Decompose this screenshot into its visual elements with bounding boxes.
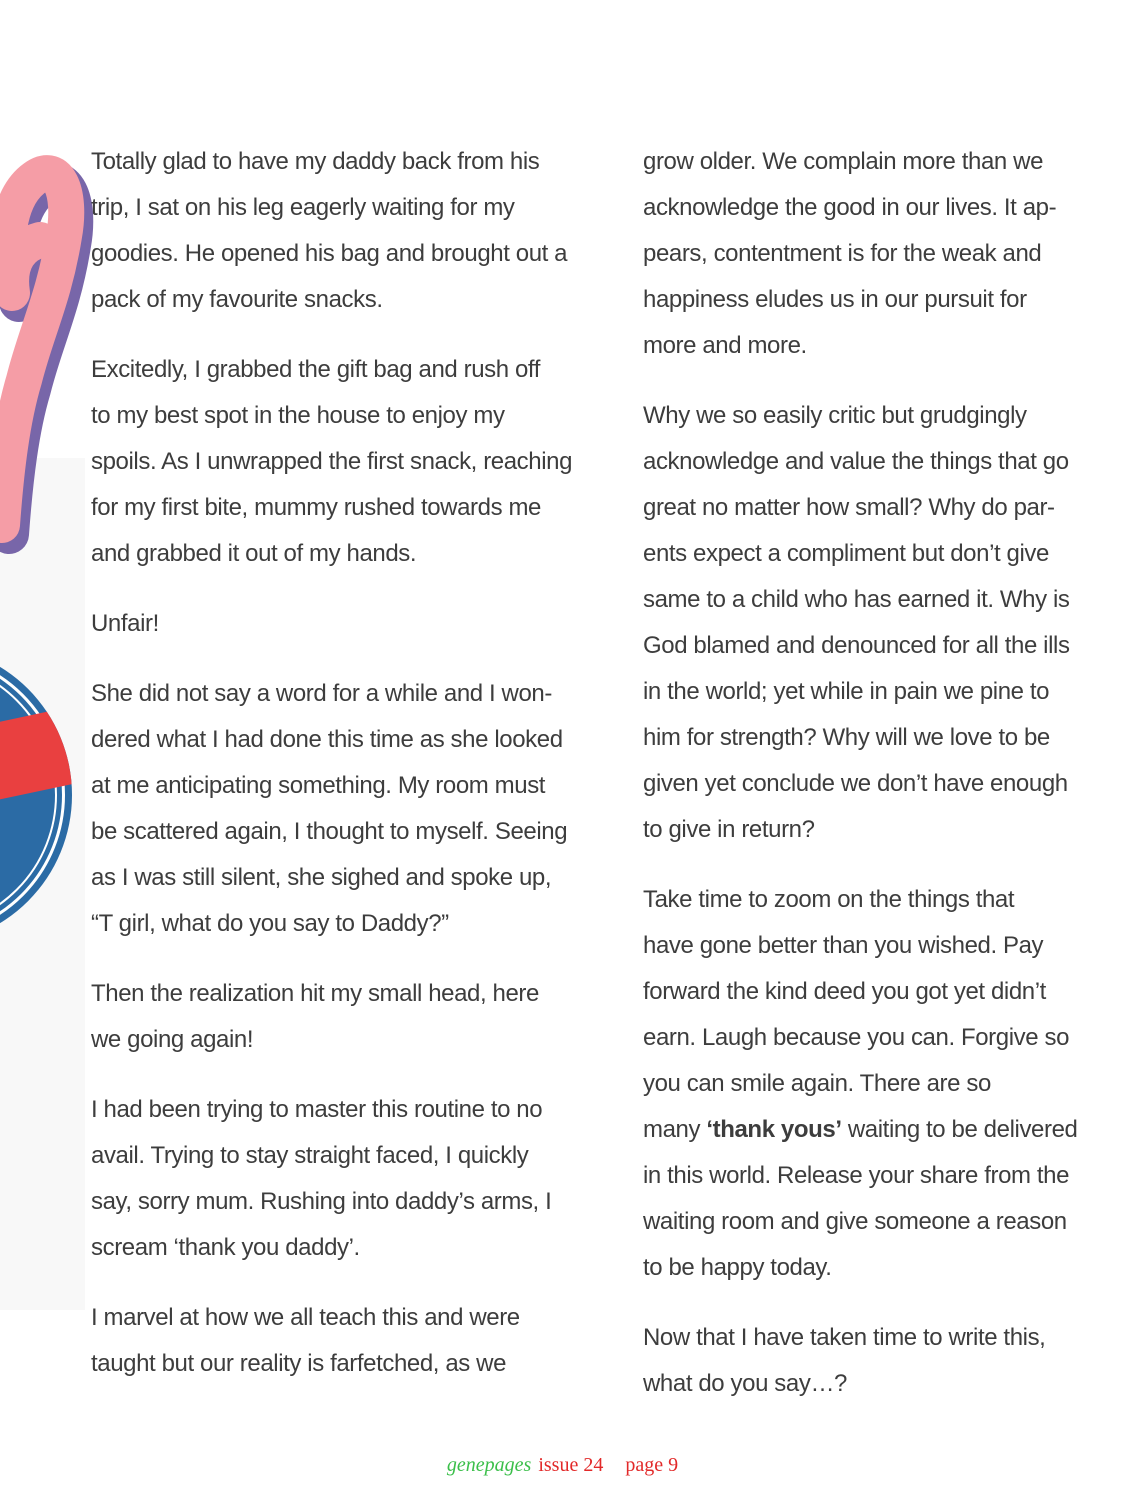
text-line: She did not say a word for a while and I won-	[91, 680, 552, 707]
text-line: be scattered again, I thought to myself. Seeing	[91, 818, 568, 845]
paragraph	[643, 877, 1093, 1291]
text-line: earn. Laugh because you can. Forgive so	[643, 1024, 1070, 1051]
text-line: have gone better than you wished. Pay	[643, 932, 1044, 959]
text-line: you can smile again. There are so	[643, 1070, 991, 1097]
paragraph	[91, 1087, 601, 1271]
badge-stripe	[0, 700, 72, 849]
text-line: Then the realization hit my small head, here	[91, 980, 539, 1007]
text-line: to my best spot in the house to enjoy my	[91, 402, 505, 429]
text-line: same to a child who has earned it. Why is	[643, 586, 1070, 613]
text-line: as I was still silent, she sighed and spoke up,	[91, 864, 552, 891]
text-line: great no matter how small? Why do par-	[643, 494, 1055, 521]
paragraph	[643, 139, 1093, 369]
text-line: God blamed and denounced for all the ills	[643, 632, 1070, 659]
text-line: waiting room and give someone a reason	[643, 1208, 1067, 1235]
text-line: “T girl, what do you say to Daddy?”	[91, 910, 449, 937]
text-line: Now that I have taken time to write this,	[643, 1324, 1046, 1351]
text-line: goodies. He opened his bag and brought out a	[91, 240, 568, 267]
text-line: I had been trying to master this routine to no	[91, 1096, 543, 1123]
text-line: Unfair!	[91, 610, 159, 637]
text-column-right	[643, 139, 1093, 1431]
text-line: to be happy today.	[643, 1254, 832, 1281]
text-line: scream ‘thank you daddy’.	[91, 1234, 360, 1261]
text-line: pack of my favourite snacks.	[91, 286, 383, 313]
text-line: I marvel at how we all teach this and were	[91, 1304, 520, 1331]
text-line: Take time to zoom on the things that	[643, 886, 1015, 913]
paragraph	[91, 971, 601, 1063]
text-line: more and more.	[643, 332, 807, 359]
page-footer	[0, 1454, 1125, 1477]
text-line: say, sorry mum. Rushing into daddy’s arms, I	[91, 1188, 552, 1215]
footer-page-number: page 9	[625, 1454, 679, 1476]
text-line: we going again!	[91, 1026, 254, 1053]
paragraph	[91, 139, 601, 323]
text-line: trip, I sat on his leg eagerly waiting for my	[91, 194, 515, 221]
text-line: ents expect a compliment but don’t give	[643, 540, 1049, 567]
footer-brand: genepages	[446, 1454, 532, 1476]
paragraph	[91, 1295, 601, 1387]
paragraph	[91, 347, 601, 577]
text-line: in the world; yet while in pain we pine to	[643, 678, 1050, 705]
text-line: taught but our reality is farfetched, as we	[91, 1350, 507, 1377]
text-line: Why we so easily critic but grudgingly	[643, 402, 1027, 429]
paragraph	[643, 393, 1093, 853]
text-line: Totally glad to have my daddy back from his	[91, 148, 540, 175]
paragraph	[91, 671, 601, 947]
footer-issue: issue 24	[538, 1454, 604, 1476]
text-line: dered what I had done this time as she looked	[91, 726, 563, 753]
text-line: in this world. Release your share from the	[643, 1162, 1070, 1189]
text-line: forward the kind deed you got yet didn’t	[643, 978, 1046, 1005]
text-line: acknowledge the good in our lives. It ap-	[643, 194, 1057, 221]
text-line: and grabbed it out of my hands.	[91, 540, 417, 567]
text-line: pears, contentment is for the weak and	[643, 240, 1042, 267]
paragraph	[643, 1315, 1093, 1407]
text-column-left	[91, 139, 601, 1411]
text-line: at me anticipating something. My room must	[91, 772, 546, 799]
text-line: avail. Trying to stay straight faced, I quickly	[91, 1142, 529, 1169]
text-line: spoils. As I unwrapped the first snack, reaching	[91, 448, 573, 475]
text-line: acknowledge and value the things that go	[643, 448, 1069, 475]
text-line: happiness eludes us in our pursuit for	[643, 286, 1027, 313]
text-line: many ‘thank yous’ waiting to be delivered	[643, 1116, 1078, 1143]
text-line: him for strength? Why will we love to be	[643, 724, 1050, 751]
paragraph	[91, 601, 601, 647]
text-line: to give in return?	[643, 816, 815, 843]
text-line: grow older. We complain more than we	[643, 148, 1044, 175]
text-line: what do you say…?	[643, 1370, 847, 1397]
bold-text: ‘thank yous’	[706, 1116, 842, 1143]
text-line: for my first bite, mummy rushed towards me	[91, 494, 541, 521]
text-line: Excitedly, I grabbed the gift bag and rush off	[91, 356, 541, 383]
text-line: given yet conclude we don’t have enough	[643, 770, 1068, 797]
